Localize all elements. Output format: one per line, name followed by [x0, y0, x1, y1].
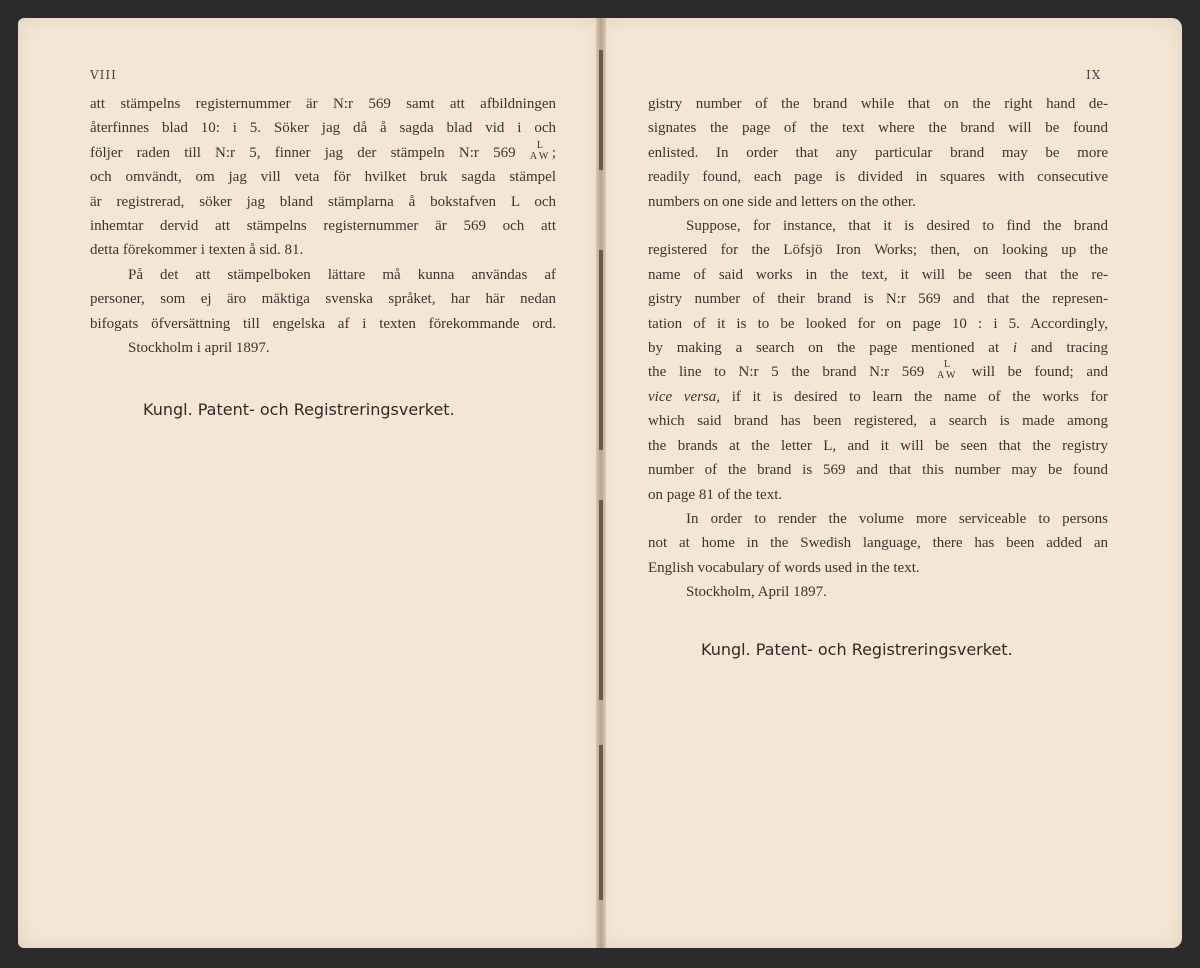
- page-number-left: VIII: [90, 68, 117, 82]
- text-line: och omvändt, om jag vill veta för hvilket bruk sagda stämpel: [90, 169, 556, 186]
- text-segment: will be found; and: [971, 364, 1108, 381]
- text-line: detta förekommer i texten å sid. 81.: [90, 242, 304, 259]
- brand-mark-left: A: [529, 150, 538, 162]
- text-line: enlisted. In order that any particular brand may be more: [648, 144, 1108, 161]
- brand-mark: [936, 359, 959, 382]
- signature-right: Kungl. Patent- och Registreringsverket.: [701, 640, 1013, 659]
- left-page-text: [90, 92, 556, 360]
- text-line: the brands at the letter L, and it will be seen that the registry: [648, 437, 1108, 454]
- text-line: [90, 141, 556, 165]
- text-line: inhemtar dervid att stämpelns registernummer är 569 och att: [90, 218, 556, 235]
- text-line: återfinnes blad 10: i 5. Söker jag då å sagda blad vid i och: [90, 120, 556, 137]
- text-line: [648, 385, 1108, 409]
- text-line: Stockholm i april 1897.: [128, 340, 270, 357]
- text-line: Suppose, for instance, that it is desired to find the brand: [686, 218, 1108, 235]
- text-line: personer, som ej äro mäktiga svenska språket, har här nedan: [90, 291, 556, 308]
- signature-left: Kungl. Patent- och Registreringsverket.: [143, 400, 455, 419]
- text-line: Stockholm, April 1897.: [686, 584, 827, 601]
- text-line: number of the brand is 569 and that this number may be found: [648, 462, 1108, 479]
- text-line: tation of it is to be looked for on page 10 : i 5. Accordingly,: [648, 315, 1108, 332]
- binding-thread: [599, 50, 603, 170]
- text-line: bifogats öfversättning till engelska af i texten förekommande ord.: [90, 315, 556, 332]
- text-segment: följer raden till N:r 5, finner jag der stämpeln N:r 569: [90, 144, 516, 161]
- text-segment: by making a search on the page mentioned at: [648, 340, 1000, 357]
- page-number-right: IX: [1086, 68, 1102, 82]
- text-segment: if it is desired to learn the name of the works for: [731, 388, 1109, 405]
- brand-mark-right: W: [538, 150, 549, 162]
- text-line: readily found, each page is divided in squares with consecutive: [648, 169, 1108, 186]
- text-segment: ;: [551, 144, 557, 161]
- text-line: På det att stämpelboken lättare må kunna användas af: [128, 266, 556, 283]
- text-segment: the line to N:r 5 the brand N:r 569: [648, 364, 925, 381]
- text-line: [648, 336, 1108, 360]
- text-line: In order to render the volume more serviceable to persons: [686, 510, 1108, 527]
- text-line: signates the page of the text where the brand will be found: [648, 120, 1108, 137]
- brand-mark-left: A: [936, 370, 945, 382]
- text-line: on page 81 of the text.: [648, 486, 783, 503]
- text-line: [648, 360, 1108, 384]
- text-line: numbers on one side and letters on the other.: [648, 193, 916, 210]
- brand-mark-top: L: [943, 359, 951, 371]
- brand-mark: [529, 139, 552, 162]
- text-line: är registrerad, söker jag bland stämplarna å bokstafven L och: [90, 193, 556, 210]
- text-segment: and tracing: [1030, 340, 1108, 357]
- brand-mark-right: W: [945, 370, 956, 382]
- text-line: gistry number of their brand is N:r 569 and that the represen-: [648, 291, 1108, 308]
- binding-thread: [599, 745, 603, 900]
- text-line: not at home in the Swedish language, there has been added an: [648, 535, 1108, 552]
- text-line: att stämpelns registernummer är N:r 569 samt att afbildningen: [90, 96, 556, 112]
- binding-thread: [599, 250, 603, 450]
- text-line: name of said works in the text, it will be seen that the re-: [648, 266, 1108, 283]
- brand-mark-top: L: [536, 139, 543, 151]
- text-line: gistry number of the brand while that on the right hand de-: [648, 96, 1108, 112]
- text-line: which said brand has been registered, a search is made among: [648, 413, 1108, 430]
- text-line: registered for the Löfsjö Iron Works; then, on looking up the: [648, 242, 1108, 259]
- text-segment-italic: i: [1012, 340, 1018, 357]
- text-segment-italic: vice versa,: [648, 388, 721, 405]
- text-line: English vocabulary of words used in the text.: [648, 559, 920, 576]
- right-page-text: [648, 92, 1108, 605]
- binding-thread: [599, 500, 603, 700]
